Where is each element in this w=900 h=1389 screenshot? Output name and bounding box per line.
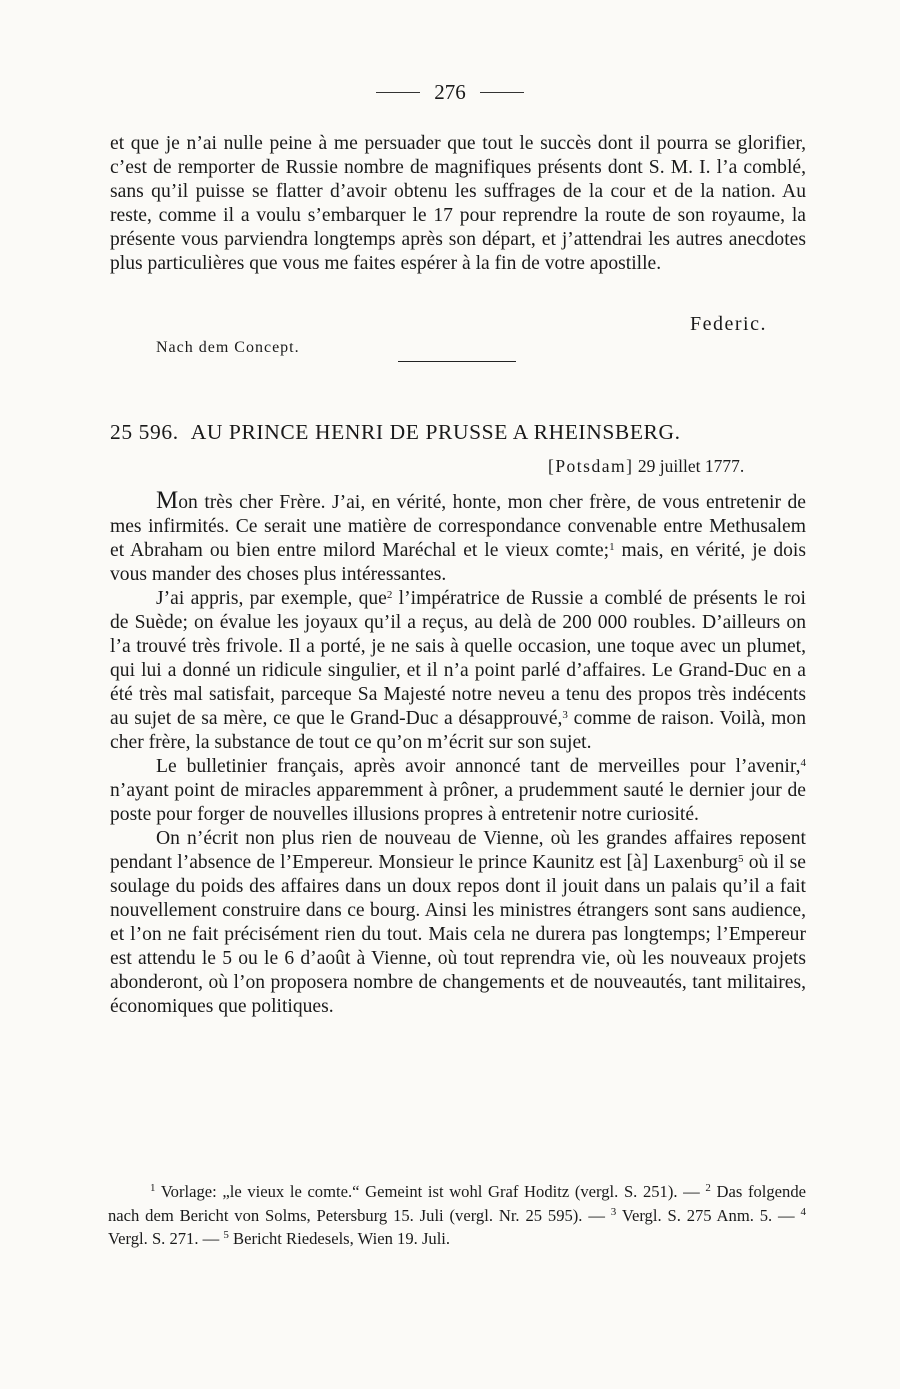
footnote-number: 3 <box>610 1205 617 1218</box>
paragraph-text: Le bulletinier français, après avoir annoncé tant de merveilles pour l’avenir, <box>156 756 801 777</box>
letter-paragraph-1 <box>110 489 806 587</box>
letter-heading <box>110 420 806 445</box>
dateline-date: 29 juillet 1777. <box>637 456 745 476</box>
footnote-text: Vergl. S. 275 Anm. 5. — <box>616 1205 801 1225</box>
letter-paragraph-4 <box>110 827 806 1019</box>
page-header <box>0 80 900 105</box>
initial-letter: M <box>156 487 179 514</box>
footnote-text: Vergl. S. 271. — <box>108 1229 224 1248</box>
paragraph-text: mais, en vérité, je dois vous mander des choses plus intéressantes. <box>110 540 806 585</box>
paragraph-text: où il se soulage du poids des affaires dans un doux repos dont il jouit dans un palais qu’il a fait nouvellement construire dans ce bourg. Ainsi les ministres étrangers sont sans audience, et l’on ne fait précisément rien du tout. Mais cela ne durera pas longtemps; l’Empereur est attendu le 5 ou le 6 d’août à Vienne, où tout reprendra vie, où les nouveaux projets abonderont, où l’on proposera nombre de changements et de nouveautés, tant militaires, économiques que politiques. <box>110 852 807 1017</box>
footnotes <box>108 1180 806 1251</box>
footnote-ref: 1 <box>609 541 615 553</box>
footnote-ref: 2 <box>386 589 393 601</box>
footnote-number: 4 <box>800 1205 806 1218</box>
paragraph-text: on très cher Frère. J’ai, en vérité, honte, mon cher frère, de vous entretenir de mes infirmités. Ce serait une matière de correspondance convenable entre Methusalem et Abraham ou bien entre milord Maréchal et le vieux comte; <box>110 492 806 561</box>
letter-body <box>110 489 806 1019</box>
signature: Federic. <box>690 313 767 335</box>
paragraph-text: J’ai appris, par exemple, que <box>156 588 387 609</box>
paragraph-text: comme de raison. Voilà, mon cher frère, la substance de tout ce qu’on m’écrit sur son sujet. <box>110 708 806 753</box>
page-number: 276 <box>434 80 466 104</box>
letter-title: AU PRINCE HENRI DE PRUSSE A RHEINSBERG. <box>190 420 681 444</box>
dateline-place: [Potsdam] <box>548 456 634 476</box>
section-separator <box>398 361 516 362</box>
footnote-text: Das folgende nach dem Bericht von Solms, Petersburg 15. Juli (vergl. Nr. 25 595). — <box>108 1182 806 1225</box>
footnote-ref: 3 <box>562 709 568 721</box>
footnote-ref: 5 <box>738 853 744 865</box>
dateline <box>548 456 744 477</box>
paragraph-text: On n’écrit non plus rien de nouveau de Vienne, où les grandes affaires reposent pendant l’absence de l’Empereur. Monsieur le prince Kaunitz est [à] Laxenburg <box>110 828 806 873</box>
footnotes-text <box>108 1180 806 1251</box>
intro-text <box>110 132 806 276</box>
paragraph-text: l’impératrice de Russie a comblé de présents le roi de Suède; on évalue les joyaux qu’il a reçus, au delà de 200 000 roubles. D’ailleurs on l’a trouvé très frivole. Il a porté, je ne sais à quelle occasion, une toque avec un plumet, qui lui a donné un ridicule singulier, et il n’a point parlé d’affaires. Le Grand-Duc en a été très mal satisfait, parceque Sa Majesté notre neveu a tenu des propos très indécents au sujet de sa mère, ce que le Grand-Duc a désapprouvé, <box>110 588 807 729</box>
header-rule-left <box>376 92 420 93</box>
footnote-number: 2 <box>705 1182 711 1194</box>
letter-number: 25 596. <box>110 420 179 444</box>
letter-paragraph-3 <box>110 755 806 827</box>
letter-paragraph-2 <box>110 587 806 755</box>
footnote-text: Vorlage: „le vieux le comte.“ Gemeint ist wohl Graf Hoditz (vergl. S. 251). — <box>155 1182 706 1201</box>
footnote-ref: 4 <box>800 757 806 769</box>
footnote-number: 5 <box>223 1229 229 1241</box>
source-note: Nach dem Concept. <box>156 339 300 356</box>
footnote-text: Bericht Riedesels, Wien 19. Juli. <box>228 1229 451 1248</box>
footnote-number: 1 <box>150 1182 156 1194</box>
header-rule-right <box>480 92 524 93</box>
intro-paragraph: et que je n’ai nulle peine à me persuader que tout le succès dont il pourra se glorifier, c’est de remporter de Russie nombre de magnifiques présents dont S. M. I. l’a comblé, sans qu’il puisse se flatter d’avoir obtenu les suffrages de la cour et de la nation. Au reste, comme il a voulu s’embarquer le 17 pour reprendre la route de son royaume, la présente vous parviendra longtemps après son départ, et j’attendrai les autres anecdotes plus particulières que vous me faites espérer à la fin de votre apostille. <box>110 133 806 274</box>
paragraph-text: n’ayant point de miracles apparemment à prôner, a prudemment sauté le dernier jour de poste pour forger de nouvelles illusions propres à entretenir notre curiosité. <box>110 780 806 825</box>
